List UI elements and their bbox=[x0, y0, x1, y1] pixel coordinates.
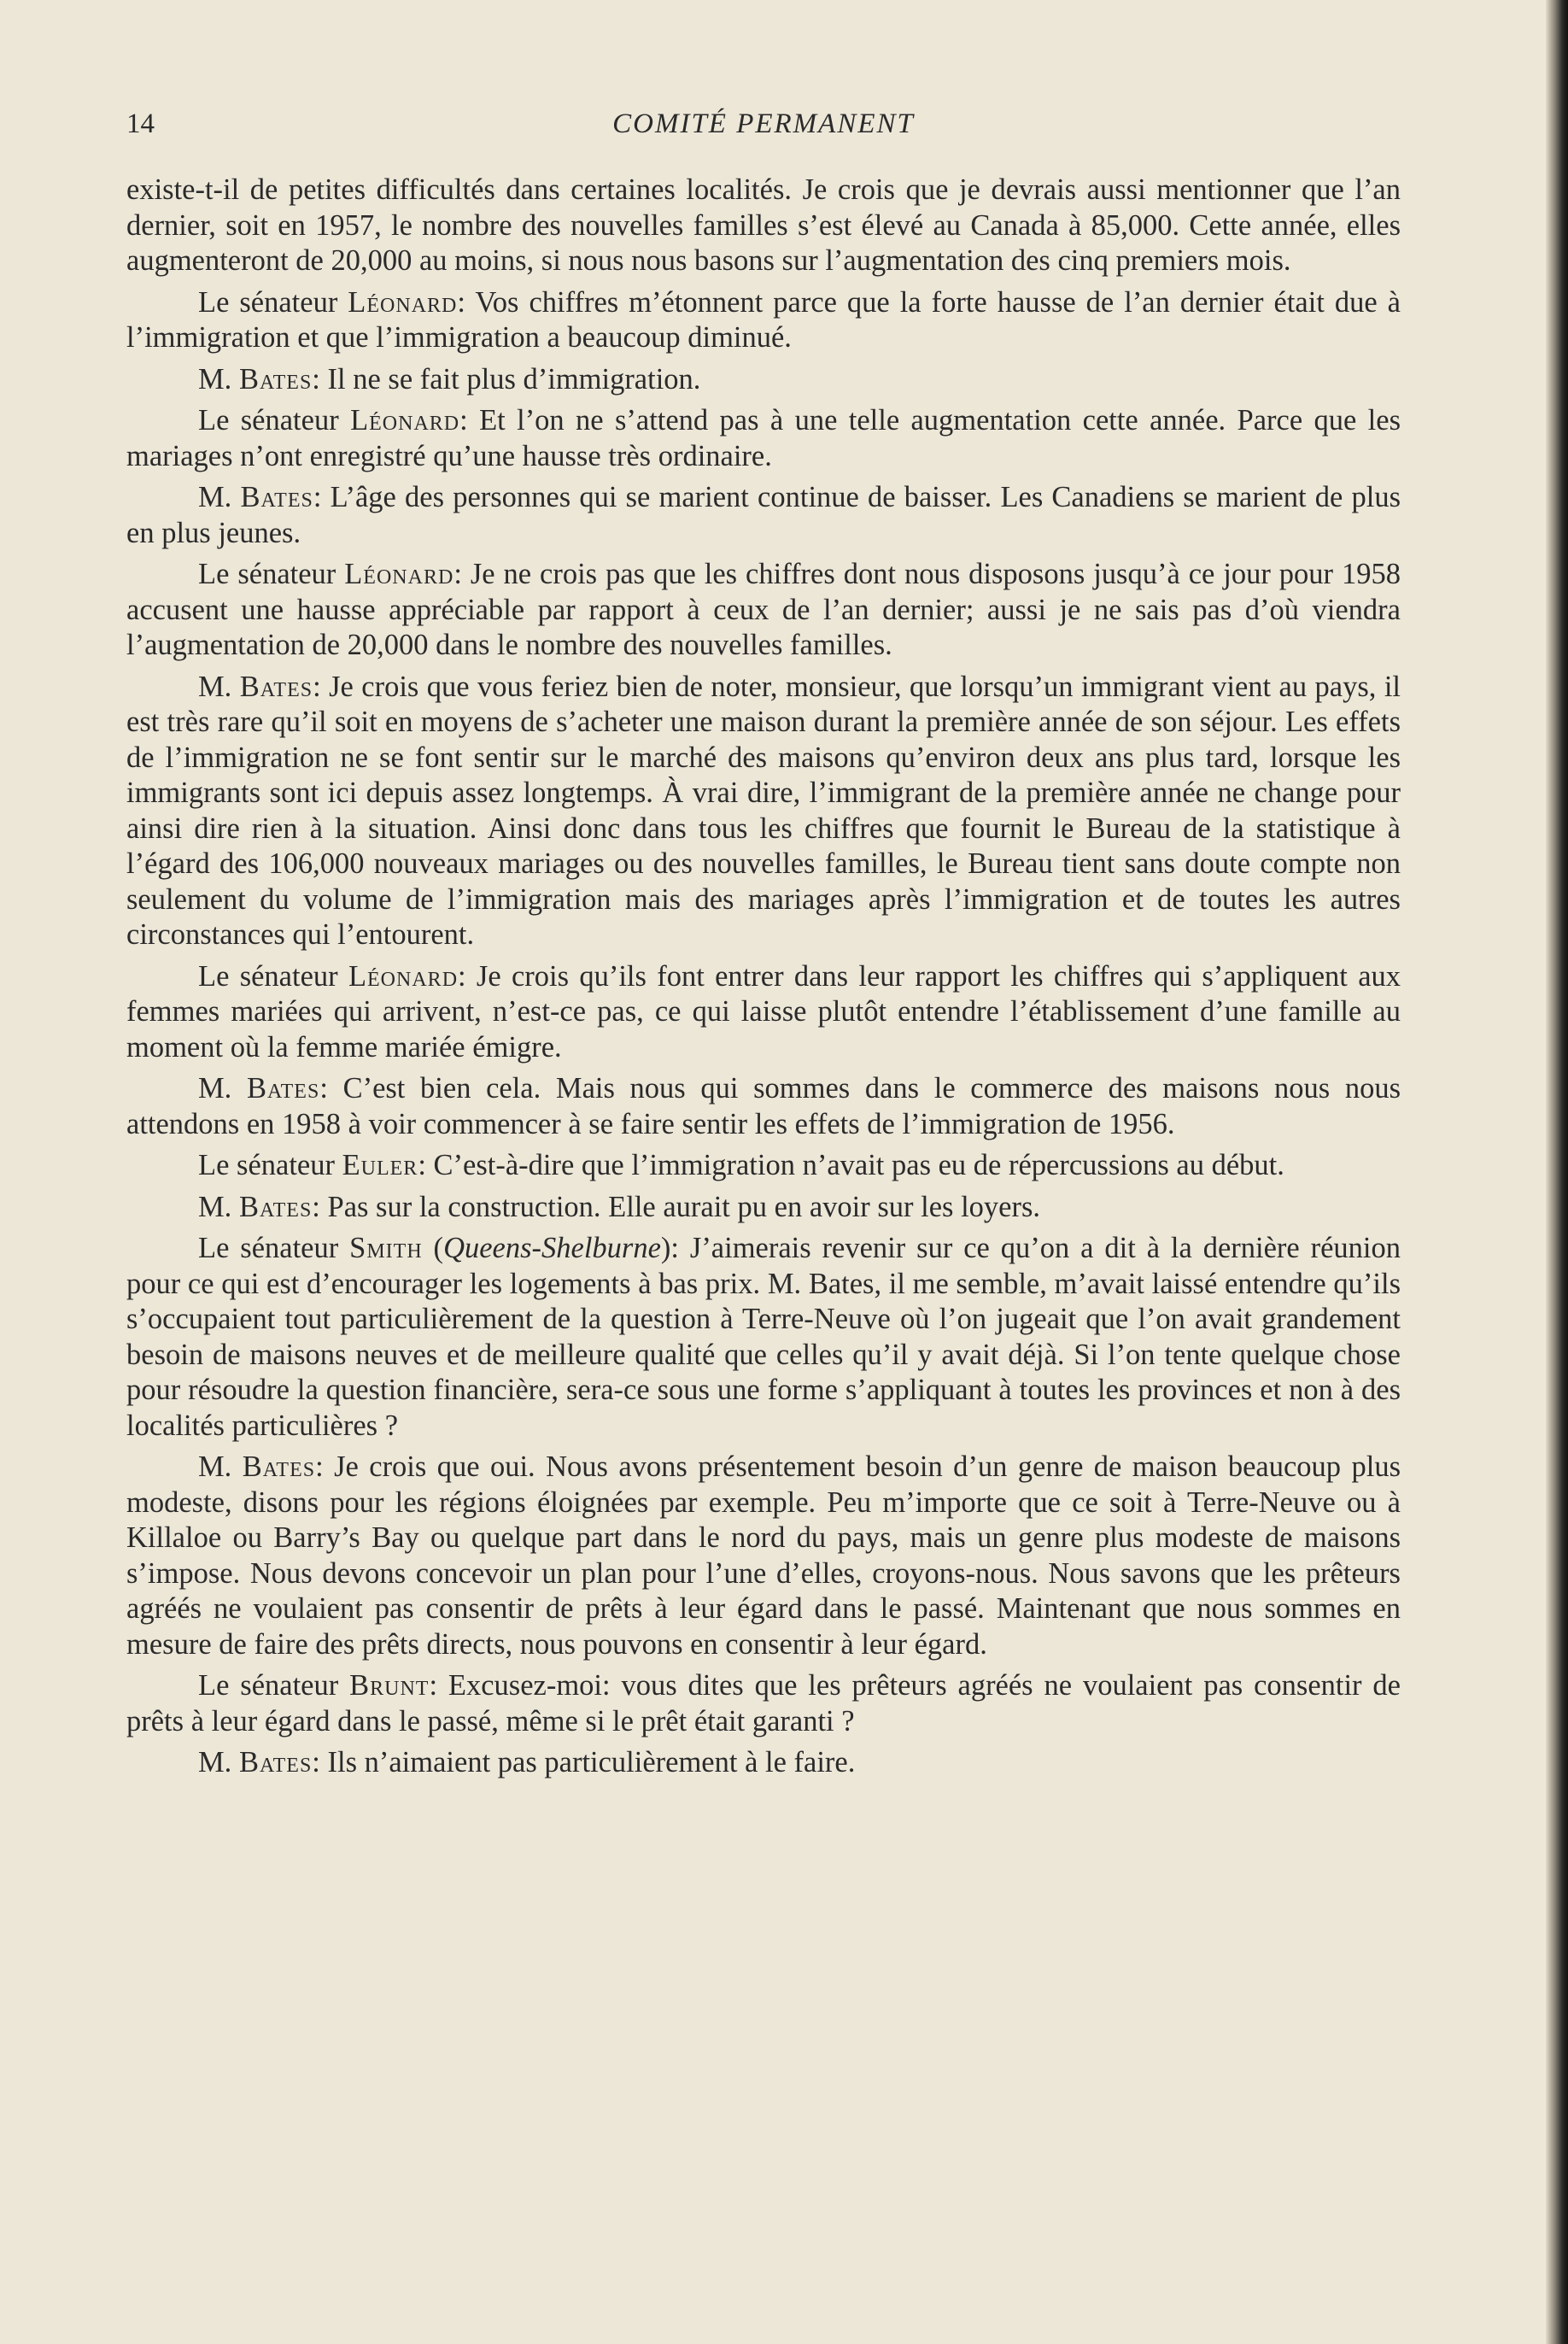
paragraph-text: : C’est-à-dire que l’immigration n’avait pas eu de répercussions au début. bbox=[418, 1149, 1284, 1181]
paragraph bbox=[126, 1148, 1401, 1184]
speaker-name: Brunt bbox=[349, 1669, 430, 1702]
paragraph-text: : Je crois que vous feriez bien de noter, monsieur, que lorsqu’un immigrant vient au pays, il est très rare qu’il soit en moyens de s’acheter une maison durant la première année de son séjour. Les effets de l’immigration ne se font sentir sur le marché des maisons qu’environ deux ans plus tard, lorsque les immigrants sont ici depuis assez longtemps. À vrai dire, l’immigrant de la première année ne change pour ainsi dire rien à la situation. Ainsi donc dans tous les chiffres que fournit le Bureau de la statistique à l’égard des 106,000 nouveaux mariages ou des nouvelles familles, le Bureau tient sans doute compte non seulement du volume de l’immigration mais des mariages après l’immigration et de toutes les autres circonstances qui l’entourent. bbox=[126, 670, 1401, 951]
paragraph bbox=[126, 557, 1401, 664]
speaker-prefix: M. bbox=[198, 1072, 247, 1105]
speaker-prefix: Le sénateur bbox=[198, 1669, 350, 1702]
speaker-prefix: M. bbox=[198, 670, 240, 703]
speaker-name: Bates bbox=[238, 1746, 313, 1779]
paragraph-text: : J’aimerais revenir sur ce qu’on a dit à la dernière réunion pour ce qui est d’encourager les logements à bas prix. M. Bates, il me semble, m’avait laissé entendre qu’ils s’occupaient tout particulièrement de la question à Terre-Neuve où l’on jugeait que l’on avait grandement besoin de maisons neuves et de meilleure qualité que celles qu’il y avait déjà. Si l’on tente quelque chose pour résoudre la question financière, sera-ce sous une forme s’appliquant à toutes les provinces et non à des localités particulières ? bbox=[126, 1232, 1401, 1442]
page-number: 14 bbox=[126, 108, 155, 139]
paragraph bbox=[126, 959, 1401, 1066]
speaker-name: Bates bbox=[238, 1190, 313, 1223]
speaker-name: Bates bbox=[240, 481, 313, 513]
speaker-name: Smith bbox=[349, 1232, 423, 1264]
paragraph-text: : Et l’on ne s’attend pas à une telle augmentation cette année. Parce que les mariages n’ont enregistré qu’une hausse très ordinaire. bbox=[126, 404, 1401, 472]
speaker-prefix: M. bbox=[198, 481, 241, 513]
book-spine-shadow bbox=[1546, 0, 1568, 2344]
paragraph-text: : Je crois qu’ils font entrer dans leur rapport les chiffres qui s’appliquent aux femmes mariées qui arrivent, n’est-ce pas, ce qui laisse plutôt entendre l’établissement d’une famille au moment où la femme mariée émigre. bbox=[126, 959, 1401, 1064]
paragraph-text: : L’âge des personnes qui se marient continue de baisser. Les Canadiens se marient de plus en plus jeunes. bbox=[126, 481, 1401, 549]
paragraph bbox=[126, 403, 1401, 474]
speaker-name: Léonard bbox=[348, 285, 458, 319]
paragraph bbox=[126, 1668, 1401, 1739]
speaker-prefix: Le sénateur bbox=[198, 1149, 342, 1181]
speaker-prefix: Le sénateur bbox=[198, 1232, 350, 1264]
paragraph bbox=[126, 173, 1401, 279]
paragraph: Le sénateur Smith (Queens-Shelburne): J’aimerais revenir sur ce qu’on a dit à la dernière réunion pour ce qui est d’encourager les logements à bas prix. M. Bates, il me semble, m’avait laissé entendre qu’ils s’occupaient tout particulièrement de la question à Terre-Neuve où l’on jugeait que l’on avait grandement besoin de maisons neuves et de meilleure qualité que celles qu’il y avait déjà. Si l’on tente quelque chose pour résoudre la question financière, sera-ce sous une forme s’appliquant à toutes les provinces et non à des localités particulières ? bbox=[126, 1232, 1401, 1442]
paragraph-text: : Ils n’aimaient pas particulièrement à le faire. bbox=[312, 1746, 856, 1779]
paragraph-text: : Excusez-moi: vous dites que les prêteurs agréés ne voulaient pas consentir de prêts à leur égard dans le passé, même si le prêt était garanti ? bbox=[126, 1669, 1401, 1737]
speaker-prefix: Le sénateur bbox=[198, 285, 348, 319]
speaker-name: Bates bbox=[239, 670, 313, 703]
speaker-name: Bates bbox=[246, 1072, 320, 1105]
paragraph bbox=[126, 1745, 1401, 1781]
speaker-name: Léonard bbox=[350, 404, 460, 437]
paragraph-text: : Pas sur la construction. Elle aurait pu en avoir sur les loyers. bbox=[312, 1190, 1041, 1223]
speaker-name: Léonard bbox=[344, 558, 454, 590]
paragraph bbox=[126, 480, 1401, 551]
paragraph bbox=[126, 1190, 1401, 1226]
body-text bbox=[126, 173, 1401, 1781]
speaker-prefix: M. bbox=[198, 1746, 239, 1779]
speaker-name: Euler bbox=[342, 1149, 418, 1181]
speaker-name: Léonard bbox=[348, 959, 459, 993]
speaker-prefix: Le sénateur bbox=[198, 558, 345, 590]
running-head: COMITÉ PERMANENT bbox=[612, 108, 915, 139]
speaker-prefix: M. bbox=[198, 1450, 243, 1483]
speaker-riding: Queens-Shelburne bbox=[443, 1232, 661, 1264]
paragraph-text: : C’est bien cela. Mais nous qui sommes dans le commerce des maisons nous nous attendons en 1958 à voir commencer à se faire sentir les effets de l’immigration de 1956. bbox=[126, 1072, 1401, 1140]
speaker-name: Bates bbox=[242, 1450, 316, 1483]
paragraph-text: : Vos chiffres m’étonnent parce que la forte hausse de l’an dernier était due à l’immigration et que l’immigration a beaucoup diminué. bbox=[126, 285, 1401, 354]
paragraph bbox=[126, 285, 1401, 356]
paragraph bbox=[126, 362, 1401, 398]
paragraph bbox=[126, 1450, 1401, 1662]
speaker-prefix: M. bbox=[198, 1190, 239, 1223]
paragraph-text: : Je crois que oui. Nous avons présentement besoin d’un genre de maison beaucoup plus modeste, disons pour les régions éloignées par exemple. Peu m’importe que ce soit à Terre-Neuve ou à Killaloe ou Barry’s Bay ou quelque part dans le nord du pays, mais un genre plus modeste de maisons s’impose. Nous devons concevoir un plan pour l’une d’elles, croyons-nous. Nous savons que les prêteurs agréés ne voulaient pas consentir de prêts à leur égard dans le passé. Maintenant que nous sommes en mesure de faire des prêts directs, nous pouvons en consentir à leur égard. bbox=[126, 1450, 1401, 1661]
speaker-name: Bates bbox=[238, 362, 313, 396]
paragraph bbox=[126, 1071, 1401, 1142]
paragraph-text: : Il ne se fait plus d’immigration. bbox=[312, 362, 701, 396]
page-header bbox=[126, 94, 1401, 154]
paragraph-text: : Je ne crois pas que les chiffres dont nous disposons jusqu’à ce jour pour 1958 accusent une hausse appréciable par rapport à ceux de l’an dernier; aussi je ne sais pas d’où viendra l’augmentation de 20,000 dans le nombre des nouvelles familles. bbox=[126, 558, 1401, 661]
speaker-prefix: M. bbox=[198, 362, 239, 396]
paragraph-text: existe-t-il de petites difficultés dans certaines localités. Je crois que je devrais aussi mentionner que l’an dernier, soit en 1957, le nombre des nouvelles familles s’est élevé au Canada à 85,000. Cette année, elles augmenteront de 20,000 au moins, si nous nous basons sur l’augmentation des cinq premiers mois. bbox=[126, 173, 1401, 277]
document-page bbox=[126, 94, 1401, 1787]
speaker-prefix: Le sénateur bbox=[198, 959, 348, 993]
speaker-prefix: Le sénateur bbox=[198, 404, 351, 437]
paragraph bbox=[126, 670, 1401, 953]
